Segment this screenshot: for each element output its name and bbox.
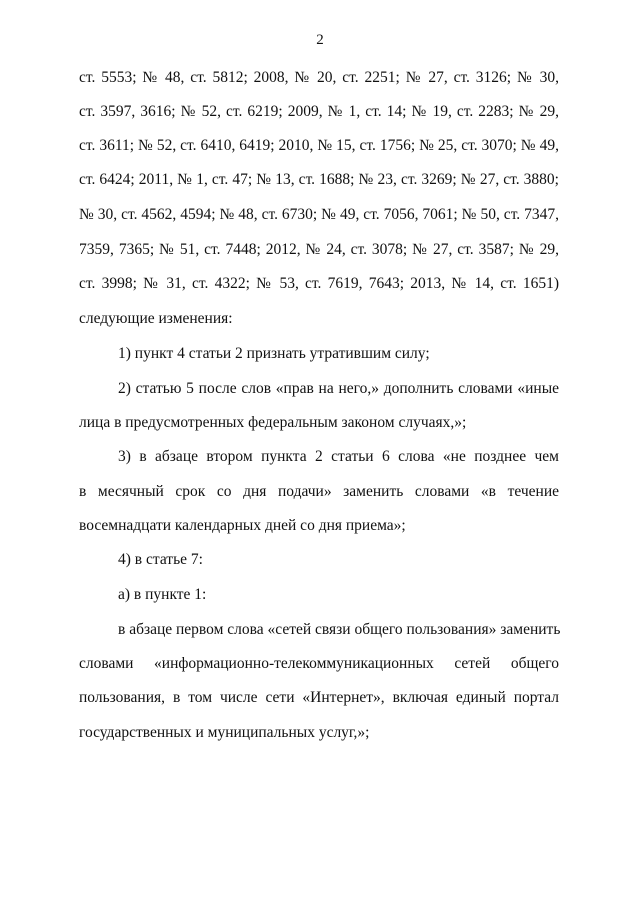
text-line: пользования, в том числе сети «Интернет», включая единый портал bbox=[79, 689, 559, 706]
text-line: ст. 5553; № 48, ст. 5812; 2008, № 20, ст. 2251; № 27, ст. 3126; № 30, bbox=[79, 69, 559, 86]
text-line: ст. 3998; № 31, ст. 4322; № 53, ст. 7619, 7643; 2013, № 14, ст. 1651) bbox=[79, 275, 559, 292]
list-item: 2) статью 5 после слов «прав на него,» дополнить словами «иные bbox=[118, 380, 559, 397]
text-line: лица в предусмотренных федеральным законом случаях,»; bbox=[79, 414, 467, 431]
text-line: ст. 3611; № 52, ст. 6410, 6419; 2010, № 15, ст. 1756; № 25, ст. 3070; № 49, bbox=[79, 137, 559, 154]
paragraph-line: в абзаце первом слова «сетей связи общего пользования» заменить bbox=[118, 621, 561, 638]
list-item: 1) пункт 4 статьи 2 признать утратившим силу; bbox=[118, 345, 430, 362]
list-item: а) в пункте 1: bbox=[118, 586, 207, 603]
text-line: № 30, ст. 4562, 4594; № 48, ст. 6730; № 49, ст. 7056, 7061; № 50, ст. 7347, bbox=[79, 206, 559, 223]
text-line: ст. 6424; 2011, № 1, ст. 47; № 13, ст. 1688; № 23, ст. 3269; № 27, ст. 3880; bbox=[79, 171, 559, 188]
text-line: 7359, 7365; № 51, ст. 7448; 2012, № 24, ст. 3078; № 27, ст. 3587; № 29, bbox=[79, 241, 559, 258]
text-line: следующие изменения: bbox=[79, 310, 233, 327]
text-line: государственных и муниципальных услуг,»; bbox=[79, 724, 370, 741]
text-line: ст. 3597, 3616; № 52, ст. 6219; 2009, № 1, ст. 14; № 19, ст. 2283; № 29, bbox=[79, 103, 559, 120]
text-line: словами «информационно-телекоммуникационных сетей общего bbox=[79, 655, 559, 672]
text-line: восемнадцати календарных дней со дня приема»; bbox=[79, 517, 406, 534]
list-item: 3) в абзаце втором пункта 2 статьи 6 слова «не позднее чем bbox=[118, 448, 559, 465]
page-number: 2 bbox=[316, 32, 324, 48]
text-line: в месячный срок со дня подачи» заменить словами «в течение bbox=[79, 483, 559, 500]
list-item: 4) в статье 7: bbox=[118, 551, 203, 568]
